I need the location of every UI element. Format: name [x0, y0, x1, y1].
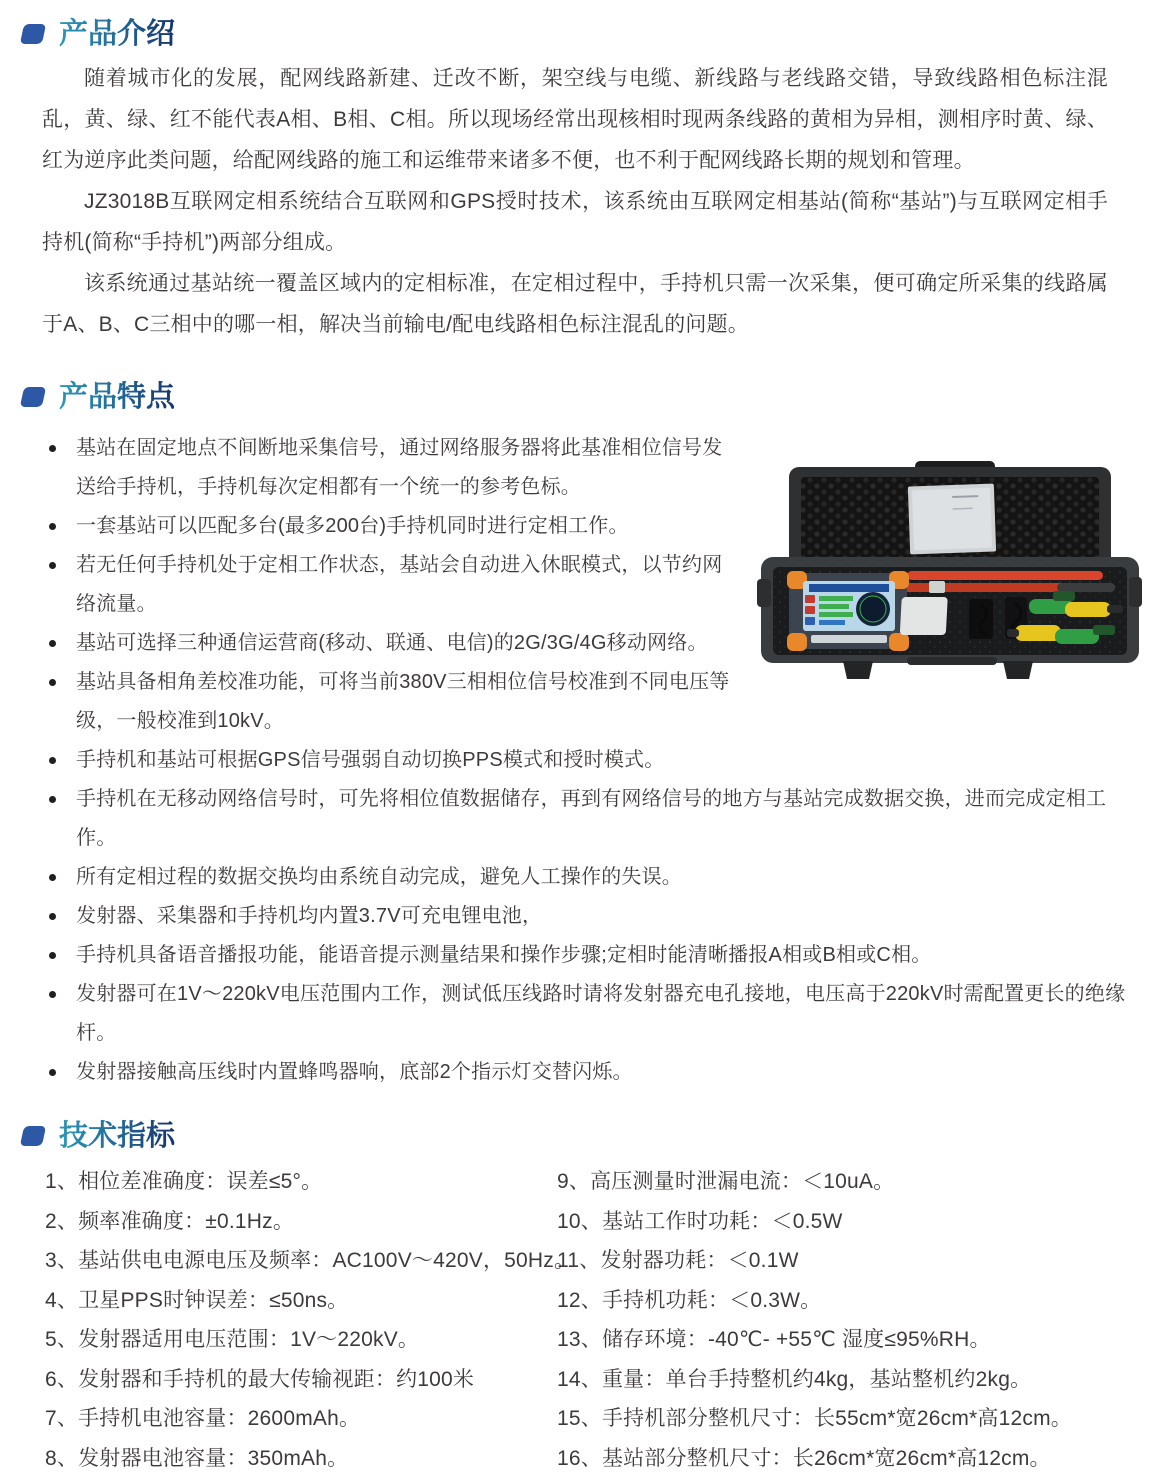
spec-column-right — [557, 1162, 1130, 1478]
section-specs-title: 技术指标 — [59, 1118, 175, 1154]
spec-item: 4、卫星PPS时钟误差：≤50ns。 — [45, 1281, 557, 1321]
feature-item: 所有定相过程的数据交换均由系统自动完成，避免人工操作的失误。 — [47, 858, 1140, 897]
spec-item: 11、发射器功耗：＜0.1W — [557, 1241, 1130, 1281]
product-case-illustration — [757, 459, 1142, 687]
feature-item: 发射器、采集器和手持机均内置3.7V可充电锂电池， — [47, 897, 1140, 936]
spec-item: 10、基站工作时功耗：＜0.5W — [557, 1202, 1130, 1242]
feature-item: 基站在固定地点不间断地采集信号，通过网络服务器将此基准相位信号发送给手持机，手持机每次定相都有一个统一的参考色标。 — [47, 429, 740, 507]
section-marker-icon — [20, 1126, 46, 1146]
feature-item: 若无任何手持机处于定相工作状态，基站会自动进入休眠模式，以节约网络流量。 — [47, 546, 740, 624]
feature-item: 手持机和基站可根据GPS信号强弱自动切换PPS模式和授时模式。 — [47, 741, 1140, 780]
insulation-rod — [907, 571, 1103, 580]
section-marker-icon — [20, 24, 46, 44]
intro-paragraph: 随着城市化的发展，配网线路新建、迁改不断，架空线与电缆、新线路与老线路交错，导致线路相色标注混乱，黄、绿、红不能代表A相、B相、C相。所以现场经常出现核相时现两条线路的黄相为异相，测相序时黄、绿、红为逆序此类问题，给配网线路的施工和运维带来诸多不便，也不利于配网线路长期的规划和管理。 — [42, 58, 1108, 181]
feature-item: 发射器接触高压线时内置蜂鸣器响，底部2个指示灯交替闪烁。 — [47, 1053, 1140, 1092]
product-document-page — [0, 16, 1150, 1401]
section-features-header — [22, 379, 1150, 415]
feature-item: 手持机具备语音播报功能，能语音提示测量结果和操作步骤;定相时能清晰播报A相或B相或C相。 — [47, 936, 1140, 975]
intro-paragraph: JZ3018B互联网定相系统结合互联网和GPS授时技术，该系统由互联网定相基站(简称“基站”)与互联网定相手持机(简称“手持机”)两部分组成。 — [42, 181, 1108, 263]
product-photo — [757, 459, 1142, 687]
feature-item: 手持机在无移动网络信号时，可先将相位值数据储存，再到有网络信号的地方与基站完成数据交换，进而完成定相工作。 — [47, 780, 1140, 858]
spec-item: 6、发射器和手持机的最大传输视距：约100米 — [45, 1360, 557, 1400]
spec-item: 14、重量：单台手持整机约4kg，基站整机约2kg。 — [557, 1360, 1130, 1400]
section-specs — [0, 1118, 1150, 1478]
spec-item: 12、手持机功耗：＜0.3W。 — [557, 1281, 1130, 1321]
spec-columns — [0, 1162, 1150, 1478]
spec-item: 8、发射器电池容量：350mAh。 — [45, 1439, 557, 1478]
section-intro-header — [22, 16, 1150, 52]
spec-item: 1、相位差准确度：误差≤5°。 — [45, 1162, 557, 1202]
intro-paragraph: 该系统通过基站统一覆盖区域内的定相标准，在定相过程中，手持机只需一次采集，便可确定所采集的线路属于A、B、C三相中的哪一相，解决当前输电/配电线路相色标注混乱的问题。 — [42, 263, 1108, 345]
section-intro — [0, 16, 1150, 345]
feature-item: 基站可选择三种通信运营商(移动、联通、电信)的2G/3G/4G移动网络。 — [47, 624, 740, 663]
spec-item: 16、基站部分整机尺寸：长26cm*宽26cm*高12cm。 — [557, 1439, 1130, 1478]
feature-item: 发射器可在1V～220kV电压范围内工作，测试低压线路时请将发射器充电孔接地，电压高于220kV时需配置更长的绝缘杆。 — [47, 975, 1140, 1053]
spec-item: 5、发射器适用电压范围：1V～220kV。 — [45, 1320, 557, 1360]
feature-item: 一套基站可以匹配多台(最多200台)手持机同时进行定相工作。 — [47, 507, 740, 546]
manual-paper — [908, 484, 996, 555]
white-pad — [900, 597, 948, 635]
spec-item: 9、高压测量时泄漏电流：＜10uA。 — [557, 1162, 1130, 1202]
spec-item: 13、储存环境：-40℃- +55℃ 湿度≤95%RH。 — [557, 1320, 1130, 1360]
section-features-title: 产品特点 — [59, 379, 175, 415]
spec-item: 7、手持机电池容量：2600mAh。 — [45, 1399, 557, 1439]
section-marker-icon — [20, 387, 46, 407]
spec-item: 2、频率准确度：±0.1Hz。 — [45, 1202, 557, 1242]
feature-item: 基站具备相角差校准功能，可将当前380V三相相位信号校准到不同电压等级，一般校准到10kV。 — [47, 663, 740, 741]
case-latch — [1003, 661, 1033, 679]
section-intro-title: 产品介绍 — [59, 16, 175, 52]
handheld-device — [787, 571, 909, 651]
case-latch — [843, 661, 873, 679]
section-specs-header — [22, 1118, 1150, 1154]
spec-item: 3、基站供电电源电压及频率：AC100V～420V，50Hz。 — [45, 1241, 557, 1281]
intro-paragraphs — [0, 58, 1150, 345]
spec-column-left — [45, 1162, 557, 1478]
spec-item: 15、手持机部分整机尺寸：长55cm*宽26cm*高12cm。 — [557, 1399, 1130, 1439]
